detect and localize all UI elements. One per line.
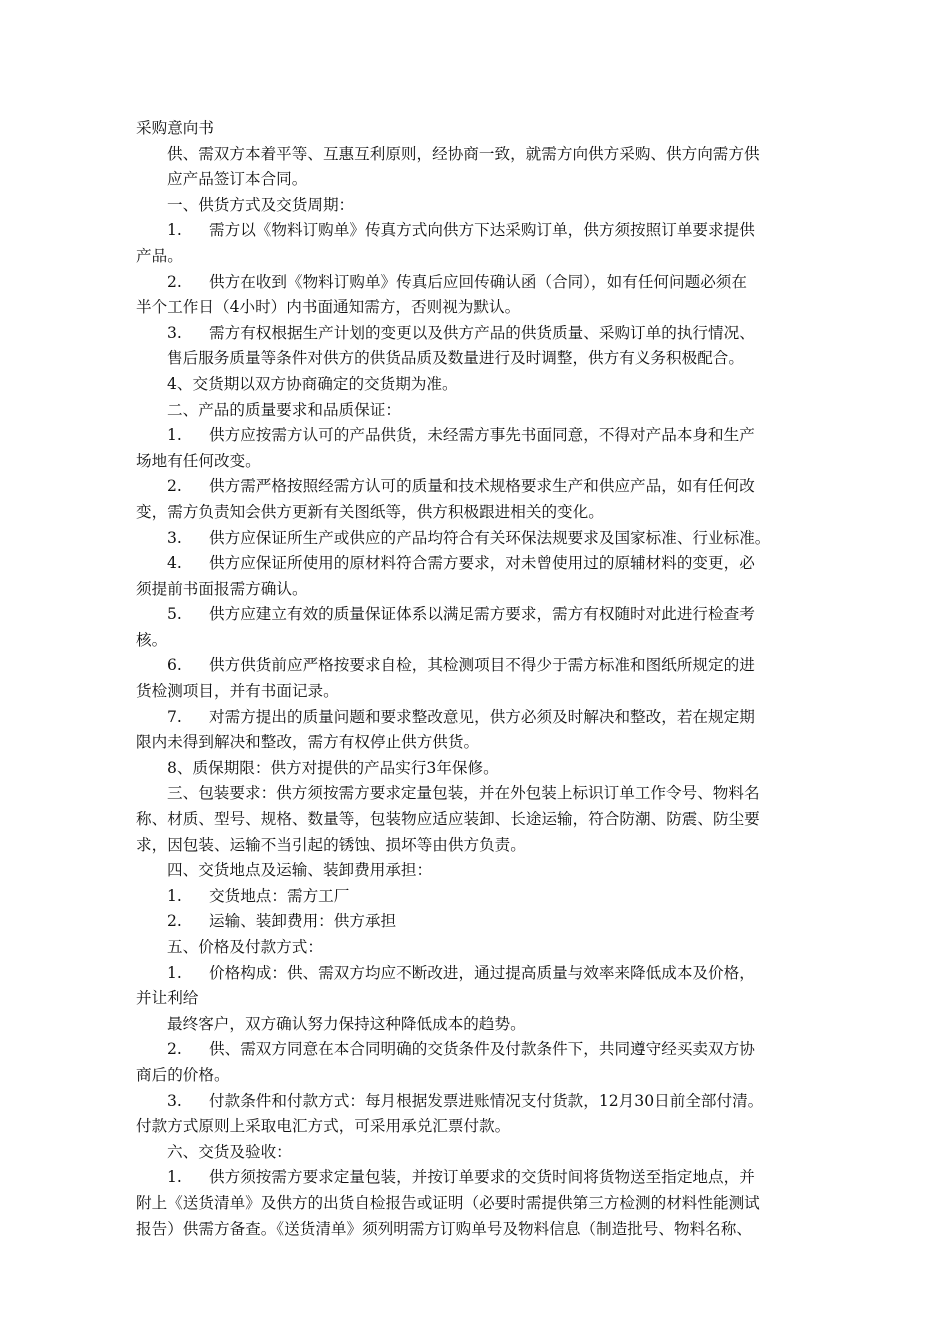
line-text: 附上《送货清单》及供方的出货自检报告或证明（必要时需提供第三方检测的材料性能测试	[136, 1193, 760, 1212]
item-number: 4.	[167, 554, 182, 573]
line-text: 称、材质、型号、规格、数量等，包装物应适应装卸、长途运输，符合防潮、防震、防尘要	[136, 810, 760, 829]
paragraph-line	[136, 679, 826, 705]
paragraph-line	[136, 1012, 826, 1038]
paragraph-line	[136, 628, 826, 654]
item-number: 1.	[167, 426, 182, 445]
line-text: 8、质保期限：供方对提供的产品实行3年保修。	[167, 758, 499, 777]
line-text: 供方供货前应严格按要求自检，其检测项目不得少于需方标准和图纸所规定的进	[209, 656, 755, 675]
paragraph-line	[136, 961, 826, 987]
item-number: 2.	[167, 1040, 182, 1059]
line-text: 限内未得到解决和整改，需方有权停止供方供货。	[136, 733, 480, 752]
line-text: 付款条件和付款方式：每月根据发票进账情况支付货款，12月30日前全部付清。	[209, 1091, 764, 1110]
paragraph-line	[136, 1191, 826, 1217]
line-text: 运输、装卸费用：供方承担	[209, 912, 397, 931]
line-text: 最终客户，双方确认努力保持这种降低成本的趋势。	[167, 1014, 526, 1033]
paragraph-line	[136, 372, 826, 398]
line-text: 应产品签订本合同。	[167, 170, 308, 189]
item-number: 2.	[167, 272, 182, 291]
paragraph-line	[136, 986, 826, 1012]
paragraph-line	[136, 935, 826, 961]
line-text: 二、产品的质量要求和品质保证：	[167, 400, 401, 419]
line-text: 供、需双方同意在本合同明确的交货条件及付款条件下，共同遵守经买卖双方协	[209, 1040, 755, 1059]
paragraph-line	[136, 270, 826, 296]
line-text: 变，需方负责知会供方更新有关图纸等，供方积极跟进相关的变化。	[136, 502, 604, 521]
item-number: 2.	[167, 912, 182, 931]
item-number: 1.	[167, 886, 182, 905]
item-number: 5.	[167, 605, 182, 624]
item-number: 7.	[167, 707, 182, 726]
paragraph-line	[136, 218, 826, 244]
item-number: 3.	[167, 528, 182, 547]
paragraph-line	[136, 1037, 826, 1063]
line-text: 需方有权根据生产计划的变更以及供方产品的供货质量、采购订单的执行情况、	[209, 323, 755, 342]
line-text: 并让利给	[136, 989, 199, 1008]
paragraph-line	[136, 500, 826, 526]
line-text: 交货地点：需方工厂	[209, 886, 350, 905]
paragraph-line	[136, 449, 826, 475]
line-text: 需方以《物料订购单》传真方式向供方下达采购订单，供方须按照订单要求提供	[209, 221, 755, 240]
paragraph-line	[136, 909, 826, 935]
line-text: 产品。	[136, 246, 183, 265]
line-text: 供方需严格按照经需方认可的质量和技术规格要求生产和供应产品，如有任何改	[209, 477, 755, 496]
line-text: 六、交货及验收：	[167, 1142, 292, 1161]
line-text: 场地有任何改变。	[136, 451, 261, 470]
paragraph-line	[136, 551, 826, 577]
paragraph-line	[136, 193, 826, 219]
document-lines	[136, 142, 826, 1243]
paragraph-line	[136, 858, 826, 884]
paragraph-line	[136, 1217, 826, 1243]
line-text: 商后的价格。	[136, 1065, 230, 1084]
paragraph-line	[136, 244, 826, 270]
line-text: 供方在收到《物料订购单》传真后应回传确认函（合同），如有任何问题必须在	[209, 272, 747, 291]
line-text: 供方须按需方要求定量包装，并按订单要求的交货时间将货物送至指定地点，并	[209, 1168, 755, 1187]
line-text: 供、需双方本着平等、互惠互利原则，经协商一致，就需方向供方采购、供方向需方供	[167, 144, 760, 163]
line-text: 供方应保证所生产或供应的产品均符合有关环保法规要求及国家标准、行业标准。	[209, 528, 771, 547]
line-text: 供方应按需方认可的产品供货，未经需方事先书面同意，不得对产品本身和生产	[209, 426, 755, 445]
paragraph-line	[136, 423, 826, 449]
paragraph-line	[136, 602, 826, 628]
paragraph-line	[136, 705, 826, 731]
paragraph-line	[136, 653, 826, 679]
line-text: 五、价格及付款方式：	[167, 938, 323, 956]
paragraph-line	[136, 730, 826, 756]
paragraph-line	[136, 884, 826, 910]
line-text: 须提前书面报需方确认。	[136, 579, 308, 598]
paragraph-line	[136, 1063, 826, 1089]
document-title: 采购意向书	[136, 119, 214, 137]
line-text: 价格构成：供、需双方均应不断改进，通过提高质量与效率来降低成本及价格，	[209, 963, 755, 982]
line-text: 付款方式原则上采取电汇方式，可采用承兑汇票付款。	[136, 1117, 511, 1136]
paragraph-line	[136, 577, 826, 603]
paragraph-line	[136, 526, 826, 552]
paragraph-line	[136, 474, 826, 500]
line-text: 售后服务质量等条件对供方的供货品质及数量进行及时调整，供方有义务积极配合。	[167, 349, 744, 368]
item-number: 2.	[167, 477, 182, 496]
line-text: 报告）供需方备查。《送货清单》须列明需方订购单号及物料信息（制造批号、物料名称、	[136, 1219, 752, 1238]
paragraph-line	[136, 1165, 826, 1191]
paragraph-line	[136, 1089, 826, 1115]
paragraph-line	[136, 1114, 826, 1140]
paragraph-line	[136, 167, 826, 193]
paragraph-line	[136, 142, 826, 168]
document-body	[136, 116, 826, 1242]
line-text: 四、交货地点及运输、装卸费用承担：	[167, 861, 433, 880]
line-text: 4、交货期以双方协商确定的交货期为准。	[167, 374, 458, 393]
line-text: 对需方提出的质量问题和要求整改意见，供方必须及时解决和整改，若在规定期	[209, 707, 755, 726]
line-text: 核。	[136, 630, 168, 649]
item-number: 1.	[167, 963, 182, 982]
paragraph-line	[136, 295, 826, 321]
paragraph-line	[136, 781, 826, 807]
paragraph-line	[136, 321, 826, 347]
item-number: 1.	[167, 221, 182, 240]
line-text: 半个工作日（4小时）内书面通知需方，否则视为默认。	[136, 298, 521, 317]
item-number: 3.	[167, 1091, 182, 1110]
item-number: 1.	[167, 1168, 182, 1187]
paragraph-line	[136, 1140, 826, 1166]
line-text: 供方应建立有效的质量保证体系以满足需方要求，需方有权随时对此进行检查考	[209, 605, 755, 624]
line-text: 求，因包装、运输不当引起的锈蚀、损坏等由供方负责。	[136, 835, 526, 854]
line-text: 供方应保证所使用的原材料符合需方要求，对未曾使用过的原辅材料的变更，必	[209, 554, 755, 573]
item-number: 6.	[167, 656, 182, 675]
paragraph-line	[136, 756, 826, 782]
paragraph-line	[136, 398, 826, 424]
paragraph-line	[136, 807, 826, 833]
line-text: 一、供货方式及交货周期：	[167, 195, 355, 214]
item-number: 3.	[167, 323, 182, 342]
line-text: 三、包装要求：供方须按需方要求定量包装，并在外包装上标识订单工作令号、物料名	[167, 784, 760, 803]
paragraph-line	[136, 833, 826, 859]
paragraph-line	[136, 346, 826, 372]
line-text: 货检测项目，并有书面记录。	[136, 682, 339, 701]
